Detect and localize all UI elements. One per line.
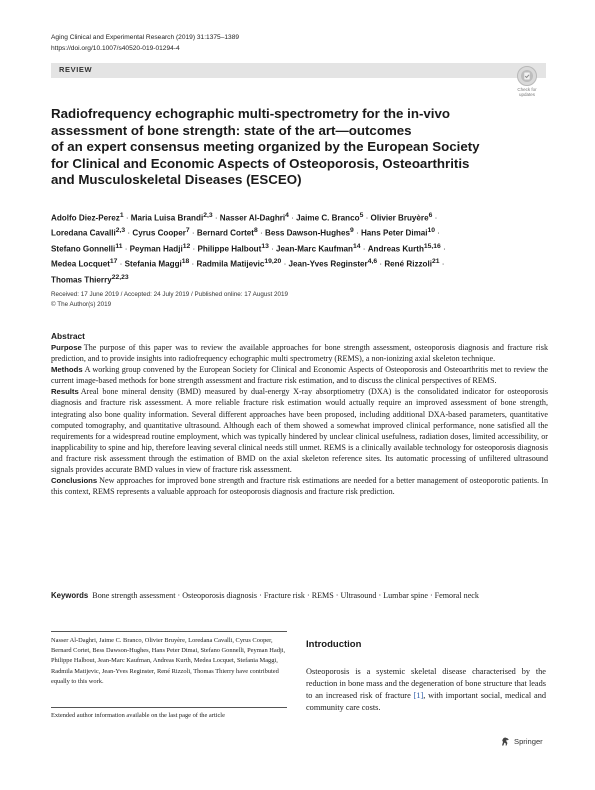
publisher-name: Springer [514,737,543,746]
title-line: assessment of bone strength: state of the art—outcomes [51,122,412,138]
author-name[interactable]: Cyrus Cooper [132,229,186,239]
abstract-methods [51,364,548,386]
abstract-section-label: Conclusions [51,476,98,486]
author-name[interactable]: Stefano Gonnelli [51,244,116,254]
author-name[interactable]: Jean-Yves Reginster [288,259,368,269]
equal-contribution-footnote: Nasser Al-Daghri, Jaime C. Branco, Olivier Bruyère, Loredana Cavalli, Cyrus Cooper, Bernard Cortet, Bess Dawson-Hughes, Hans Peter Dimai, Stefano Gonnelli, Peyman Hadji, Philippe Halbout, Jean-Marc Kaufman, Andreas Kurth, Medea Locquet, Stefania Maggi, Radmila Matijevic, Jean-Yves Reginster, René Rizzoli, Thomas Thierry have contributed equally to this work. [51,637,286,685]
author-affiliation: 22,23 [111,273,129,281]
journal-doi-link[interactable]: https://doi.org/10.1007/s40520-019-01294-4 [51,44,180,52]
abstract-section-text: A working group convened by the European Society for Clinical and Economic Aspects of Osteoporosis and Osteoarthritis met to review the current image-based methods for bone strength assessment and fracture risk estimation, and to discuss the clinical perspectives of REMS. [51,365,548,386]
author-affiliation: 10 [427,227,436,235]
author-name[interactable]: Bess Dawson-Hughes [264,229,350,239]
keywords [51,590,531,601]
abstract-section-text: New approaches for improved bone strength and fracture risk estimations are needed for a better management of osteoporotic patients. In this context, REMS represents a valuable approach for osteoporosis diagnosis and fracture risk prediction. [51,476,548,497]
author-name[interactable]: Nasser Al-Daghri [219,213,286,223]
author-affiliation: 7 [185,227,190,235]
author-name[interactable]: Bernard Cortet [196,229,254,239]
abstract-conclusions [51,475,548,497]
publisher-logo [500,736,543,747]
check-for-updates-line2: updates [518,92,535,97]
journal-header [51,33,239,54]
author-affiliation: 12 [182,242,191,250]
abstract-results [51,386,548,475]
article-type-bar [51,63,546,78]
article-type-label: REVIEW [59,65,93,74]
author-affiliation: 18 [181,258,190,266]
author-name[interactable]: Andreas Kurth [367,244,424,254]
author-affiliation: 6 [428,212,433,219]
author-affiliation: 2,3 [115,227,126,235]
author-list [51,210,521,287]
author-affiliation: 4,6 [367,258,378,266]
abstract [51,330,548,497]
copyright-notice: © The Author(s) 2019 [51,301,112,308]
title-line: of an expert consensus meeting organized by the European Society [51,139,480,155]
footnote-divider [51,631,287,632]
publication-history: Received: 17 June 2019 / Accepted: 24 July 2019 / Published online: 17 August 2019 [51,291,289,298]
author-name[interactable]: Maria Luisa Brandi [130,213,204,223]
footnote-divider [51,707,287,708]
author-affiliation: 8 [254,227,258,235]
keywords-text: Bone strength assessment · Osteoporosis diagnosis · Fracture risk · REMS · Ultrasound · Lumbar spine · Femoral neck [92,591,479,600]
abstract-section-text: Areal bone mineral density (BMD) measured by dual-energy X-ray absorptiometry (DXA) is the consolidated indicator for osteoporosis diagnosis and fracture risk assessment. A more reliable fracture risk estimation would actually require an improved assessment of bone strength, integrating also bone quality information. Several different approaches have been proposed, including additional DXA-based parameters, quantitative computed tomography, and quantitative ultrasound. Although each of them showed a somewhat improved clinical performance, none satisfied all the requirements for a widespread routine employment, which was typically hindered by unclear clinical usefulness, radiation doses, limited accessibility, or inapplicability to spine and hip, therefore leaving several clinical needs still unmet. REMS is a clinically available technology for osteoporosis diagnosis and fracture risk assessment through the estimation of BMD on the axial skeleton reference sites. Its automatic processing of unfiltered ultrasound signals provides accurate BMD values in view of fracture risk assessment. [51,387,548,475]
journal-citation: Aging Clinical and Experimental Research (2019) 31:1375–1389 [51,34,240,41]
extended-author-info-note: Extended author information available on the last page of the article [51,712,225,719]
abstract-section-label: Purpose [51,343,82,352]
author-name[interactable]: Olivier Bruyère [370,213,429,223]
check-for-updates-icon [517,66,537,86]
author-affiliation: 17 [109,258,118,266]
abstract-section-text: The purpose of this paper was to review the available approaches for bone strength assessment, osteoporosis diagnosis and fracture risk prediction, and to provide insights into radiofrequency echographic multi spectrometry (REMS), a non-ionizing axial skeleton technique. [51,343,548,364]
author-affiliation: 14 [352,242,361,250]
introduction-text: , with important social, medical and community care costs. [306,691,547,712]
abstract-section-label: Results [51,387,79,397]
title-line: Radiofrequency echographic multi-spectrometry for the in-vivo [51,106,450,121]
author-name[interactable]: Hans Peter Dimai [360,229,428,239]
check-for-updates-button[interactable] [512,66,542,97]
abstract-heading: Abstract [51,331,85,341]
author-affiliation: 5 [359,212,364,219]
author-affiliation: 15,16 [423,242,441,250]
author-name[interactable]: Stefania Maggi [124,259,182,269]
author-affiliation: 19,20 [264,258,282,266]
author-line [51,272,521,287]
author-name[interactable]: René Rizzoli [384,259,432,269]
author-name[interactable]: Adolfo Diez-Perez [51,213,120,223]
abstract-purpose [51,342,548,364]
author-affiliation: 13 [261,242,269,250]
author-affiliation: 11 [115,242,123,250]
author-line: Loredana Cavalli$^{2,3}$ · Cyrus Cooper$^7$ · Bernard Cortet$^8$ · Bess Dawson-Hughes$^9$ · Hans Peter Dimai$^{10}$ · [51,227,440,239]
author-line: Medea Locquet$^{17}$ · Stefania Maggi$^{18}$ · Radmila Matijevic$^{19,20}$ · Jean-Yves Reginster$^{4,6}$ · René Rizzoli$^{21}$ · [51,258,445,269]
keywords-label: Keywords [51,591,89,600]
author-affiliation: 21 [431,258,440,266]
introduction-paragraph [306,666,546,714]
check-for-updates-line1: Check for [517,87,537,92]
author-name[interactable]: Philippe Halbout [197,244,262,254]
author-affiliation: 4 [285,212,289,219]
author-affiliation: 9 [349,227,354,235]
author-name[interactable]: Jean-Marc Kaufman [276,244,353,254]
title-line: for Clinical and Economic Aspects of Osteoporosis, Osteoarthritis [51,155,470,171]
abstract-section-label: Methods [51,365,83,375]
publication-dates [51,290,288,310]
article-title [51,106,531,189]
introduction-text: Osteoporosis is a systemic skeletal disease characterised by the reduction in bone mass and the degeneration of bone structure that leads to an increased risk of fracture [306,667,546,700]
author-name[interactable]: Radmila Matijevic [196,259,265,269]
author-line: Stefano Gonnelli$^{11}$ · Peyman Hadji$^{12}$ · Philippe Halbout$^{13}$ · Jean-Marc Kaufman$^{14}$ · Andreas Kurth$^{15,16}$ · [51,242,446,254]
citation-link[interactable]: [1] [413,691,424,700]
introduction-heading: Introduction [306,639,362,650]
author-affiliation: 2,3 [203,212,213,219]
author-name[interactable]: Thomas Thierry [51,275,112,285]
author-name[interactable]: Peyman Hadji [129,244,183,254]
author-affiliation: 1 [119,212,124,219]
author-line: Adolfo Diez-Perez$^1$ · Maria Luisa Brandi$^{2,3}$ · Nasser Al-Daghri$^4$ · Jaime C. Branco$^5$ · Olivier Bruyère$^6$ · [51,212,438,223]
springer-horse-icon [500,736,511,747]
author-name[interactable]: Jaime C. Branco [296,213,360,223]
author-name[interactable]: Medea Locquet [51,259,110,269]
title-line: and Musculoskeletal Diseases (ESCEO) [51,172,302,188]
author-name[interactable]: Loredana Cavalli [51,229,116,239]
